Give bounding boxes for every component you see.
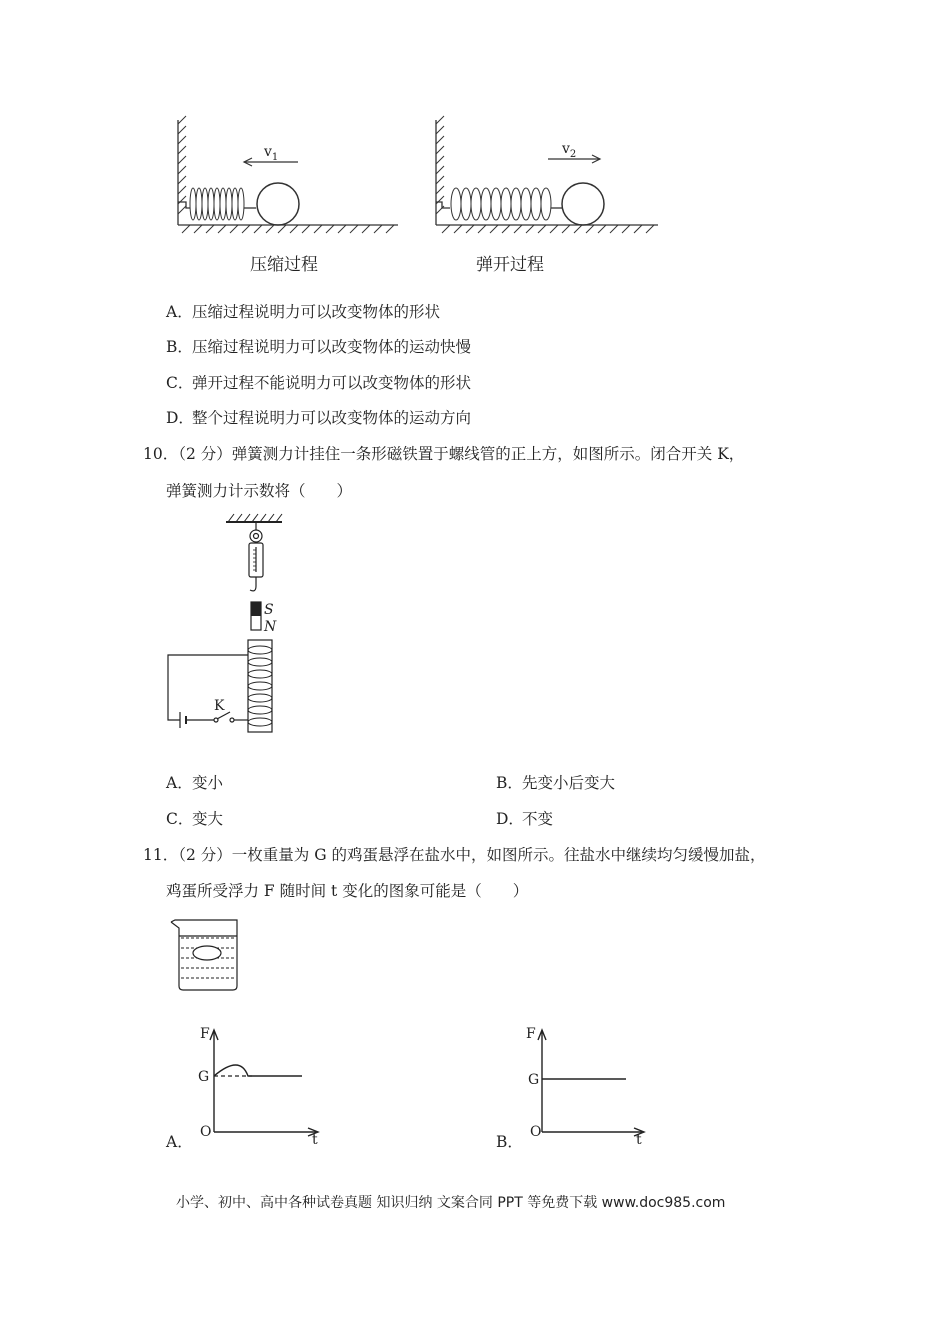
- graph-b: [490, 1020, 660, 1155]
- caption-compression: 压缩过程: [250, 255, 318, 275]
- graph-a-option-letter: A．: [166, 1133, 193, 1151]
- q9-option-a: A．压缩过程说明力可以改变物体的形状: [166, 303, 441, 321]
- graph-a: [160, 1020, 330, 1155]
- graph-b-option-letter: B．: [496, 1133, 523, 1151]
- q10-stem-line2: 弹簧测力计示数将（ ）: [166, 482, 353, 500]
- right-spring-diagram: [436, 116, 658, 233]
- caption-release: 弹开过程: [476, 255, 544, 275]
- graph-b-g-label: G: [528, 1072, 540, 1088]
- left-spring-diagram: [178, 116, 398, 233]
- graph-a-f-label: F: [200, 1026, 210, 1042]
- graph-a-curve: [214, 1065, 302, 1076]
- graph-a-origin-label: O: [200, 1124, 212, 1140]
- graph-b-origin-label: O: [530, 1124, 542, 1140]
- v2-label: $v_2$: [562, 141, 577, 160]
- q10-option-a: A．变小: [166, 774, 224, 792]
- v1-label: $v_1$: [264, 144, 279, 163]
- graph-b-f-label: F: [526, 1026, 536, 1042]
- spring-figures: [160, 112, 680, 277]
- q10-stem-line1: 10．（2 分）弹簧测力计挂住一条形磁铁置于螺线管的正上方，如图所示。闭合开关 K，: [143, 445, 745, 463]
- page-footer: 小学、初中、高中各种试卷真题 知识归纳 文案合同 PPT 等免费下载 www.doc985.com: [176, 1195, 726, 1211]
- magnet-s-pole: [251, 602, 261, 616]
- spring-scale-solenoid-figure: [160, 510, 300, 735]
- q11-stem-line2: 鸡蛋所受浮力 F 随时间 t 变化的图象可能是（ ）: [166, 882, 529, 900]
- magnet-n-label: N: [264, 619, 277, 635]
- q9-option-c: C．弹开过程不能说明力可以改变物体的形状: [166, 374, 472, 392]
- graph-b-t-label: t: [636, 1132, 642, 1148]
- switch-k-label: K: [214, 698, 225, 714]
- graph-a-g-label: G: [198, 1069, 210, 1085]
- q10-option-d: D．不变: [496, 810, 554, 828]
- q10-option-c: C．变大: [166, 810, 224, 828]
- graph-a-t-label: t: [312, 1132, 318, 1148]
- beaker-egg-figure: [165, 914, 245, 994]
- q9-option-b: B．压缩过程说明力可以改变物体的运动快慢: [166, 338, 472, 356]
- q10-option-b: B．先变小后变大: [496, 774, 616, 792]
- q9-option-d: D．整个过程说明力可以改变物体的运动方向: [166, 409, 472, 427]
- q11-stem-line1: 11．（2 分）一枚重量为 G 的鸡蛋悬浮在盐水中，如图所示。往盐水中继续均匀缓慢加盐，: [143, 846, 766, 864]
- magnet-s-label: S: [264, 602, 274, 618]
